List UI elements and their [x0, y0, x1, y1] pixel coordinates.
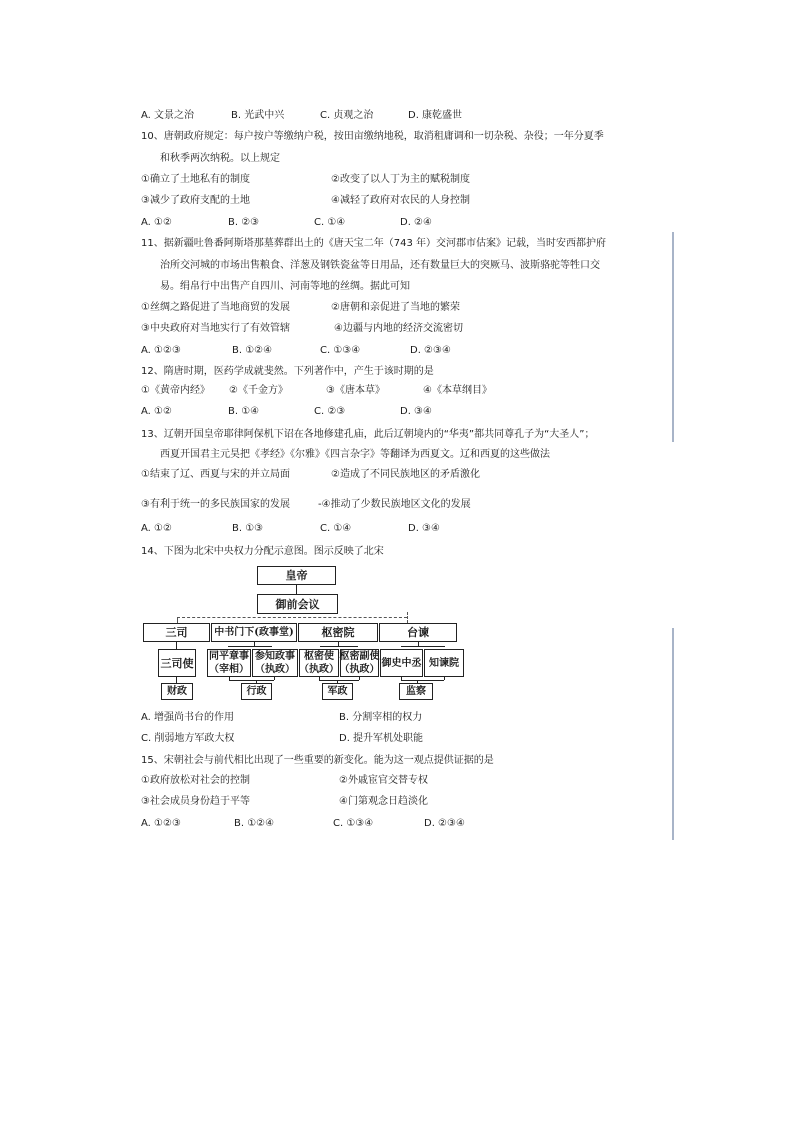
- q13-option-b[interactable]: B. ①③: [232, 523, 264, 534]
- connector-line: [228, 646, 272, 647]
- q12-item-1: ①《黄帝内经》: [141, 385, 210, 396]
- q9-option-a[interactable]: A. 文景之治: [141, 110, 195, 121]
- council-box: 御前会议: [257, 594, 338, 614]
- connector-line: [401, 677, 402, 680]
- branch-box-taijian: 台谏: [379, 623, 457, 642]
- q11-stem-cont-1: 治所交河城的市场出售粮食、洋葱及钢铁瓷盆等日用品，还有数量巨大的突厥马、波斯骆驼等牲口交: [160, 260, 600, 271]
- q11-item-2: ②唐朝和亲促进了当地的繁荣: [331, 302, 460, 313]
- q10-stem: 10、唐朝政府规定：每户按户等缴纳户税，按田亩缴纳地税，取消租庸调和一切杂税、杂役；一年分夏季: [141, 131, 604, 142]
- q14-option-a[interactable]: A. 增强尚书台的作用: [141, 712, 235, 723]
- q12-option-c[interactable]: C. ②③: [314, 406, 346, 417]
- q12-option-a[interactable]: A. ①②: [141, 406, 172, 417]
- q11-option-a[interactable]: A. ①②③: [141, 345, 181, 356]
- q13-option-a[interactable]: A. ①②: [141, 523, 172, 534]
- connector-line: [320, 646, 358, 647]
- q15-option-a[interactable]: A. ①②③: [141, 818, 181, 829]
- official-box-shumifushi: 枢密副使 （执政）: [339, 651, 380, 675]
- q13-stem: 13、辽朝开国皇帝耶律阿保机下诏在各地修建孔庙，此后辽朝境内的“华夷”都共同尊孔子为“大圣人”；: [141, 429, 595, 440]
- q12-stem: 12、隋唐时期，医药学成就斐然。下列著作中，产生于该时期的是: [141, 366, 434, 377]
- connector-line: [176, 642, 177, 649]
- q9-option-b[interactable]: B. 光武中兴: [231, 110, 285, 121]
- q10-option-c[interactable]: C. ①④: [314, 217, 346, 228]
- q11-option-d[interactable]: D. ②③④: [410, 345, 451, 356]
- q15-option-c[interactable]: C. ①③④: [333, 818, 374, 829]
- q14-option-b[interactable]: B. 分割宰相的权力: [339, 712, 423, 723]
- q11-stem-cont-2: 易。绢帛行中出售产自四川、河南等地的丝绸。据此可知: [160, 281, 410, 292]
- q11-item-3: ③中央政府对当地实行了有效管辖: [141, 323, 290, 334]
- q10-item-2: ②改变了以人丁为主的赋税制度: [331, 174, 470, 185]
- power-box-supervision: 监察: [399, 683, 433, 700]
- connector-line: [338, 642, 339, 646]
- connector-line: [444, 677, 445, 680]
- q10-item-4: ④减轻了政府对农民的人身控制: [331, 195, 470, 206]
- official-box-shumishi: 枢密使 （执政）: [299, 651, 339, 675]
- q11-stem: 11、据新疆吐鲁番阿斯塔那墓葬群出土的《唐天宝二年（743 年）交河郡市估案》记载，当时安西都护府: [141, 238, 606, 249]
- connector-line: [229, 680, 274, 681]
- power-box-administration: 行政: [241, 683, 272, 700]
- q10-option-b[interactable]: B. ②③: [228, 217, 260, 228]
- branch-box-shumiyuan: 枢密院: [298, 623, 378, 642]
- official-box-zaixiang: 同平章事 （宰相）: [209, 651, 249, 675]
- q11-option-b[interactable]: B. ①②④: [232, 345, 273, 356]
- q15-item-2: ②外戚宦官交替专权: [339, 775, 428, 786]
- connector-line: [296, 585, 297, 594]
- q12-option-d[interactable]: D. ③④: [400, 406, 432, 417]
- q10-option-d[interactable]: D. ②④: [400, 217, 432, 228]
- branch-box-zhongshu: 中书门下(政事堂): [211, 623, 297, 642]
- q13-option-c[interactable]: C. ①④: [320, 523, 352, 534]
- q14-stem: 14、下图为北宋中央权力分配示意图。图示反映了北宋: [141, 546, 384, 557]
- q12-item-4: ④《本草纲目》: [423, 385, 492, 396]
- emperor-box: 皇帝: [257, 566, 336, 585]
- q10-item-3: ③减少了政府支配的土地: [141, 195, 250, 206]
- official-box-yushizhongcheng: 御史中丞: [380, 649, 423, 677]
- q10-stem-cont: 和秋季两次纳税。以上规定: [160, 153, 280, 164]
- branch-box-sansi: 三司: [143, 623, 210, 642]
- q12-item-2: ②《千金方》: [229, 385, 288, 396]
- q9-option-d[interactable]: D. 康乾盛世: [408, 110, 463, 121]
- q15-stem: 15、宋朝社会与前代相比出现了一些重要的新变化。能为这一观点提供证据的是: [141, 755, 494, 766]
- q15-option-b[interactable]: B. ①②④: [234, 818, 275, 829]
- power-box-military: 军政: [322, 683, 353, 700]
- q14-option-c[interactable]: C. 削弱地方军政大权: [141, 733, 235, 744]
- q9-option-c[interactable]: C. 贞观之治: [320, 110, 374, 121]
- q15-item-3: ③社会成员身份趋于平等: [141, 796, 250, 807]
- connector-line: [319, 677, 320, 680]
- q12-item-3: ③《唐本草》: [326, 385, 385, 396]
- official-box-zhijianyuan: 知谏院: [424, 649, 464, 677]
- scan-edge-line: [672, 232, 674, 442]
- official-box-sansishi: 三司使: [158, 649, 196, 677]
- q15-item-1: ①政府放松对社会的控制: [141, 775, 250, 786]
- q11-item-4: ④边疆与内地的经济交流密切: [334, 323, 463, 334]
- dashed-connector: [407, 612, 408, 623]
- q15-option-d[interactable]: D. ②③④: [424, 818, 465, 829]
- connector-line: [319, 680, 359, 681]
- q10-option-a[interactable]: A. ①②: [141, 217, 172, 228]
- connector-line: [359, 677, 360, 680]
- dashed-connector: [177, 617, 407, 618]
- q15-item-4: ④门第观念日趋淡化: [339, 796, 428, 807]
- q13-item-3: ③有利于统一的多民族国家的发展: [141, 499, 290, 510]
- q12-option-b[interactable]: B. ①④: [228, 406, 260, 417]
- q13-item-4: -④推动了少数民族地区文化的发展: [318, 499, 471, 510]
- q13-item-1: ①结束了辽、西夏与宋的并立局面: [141, 469, 290, 480]
- connector-line: [401, 680, 444, 681]
- q14-option-d[interactable]: D. 提升军机处职能: [339, 733, 424, 744]
- q11-item-1: ①丝绸之路促进了当地商贸的发展: [141, 302, 290, 313]
- q10-item-1: ①确立了土地私有的制度: [141, 174, 250, 185]
- power-box-finance: 财政: [161, 683, 193, 700]
- connector-line: [229, 677, 230, 680]
- connector-line: [274, 677, 275, 680]
- scan-edge-line: [672, 628, 674, 840]
- q11-option-c[interactable]: C. ①③④: [320, 345, 361, 356]
- official-box-canzhi: 参知政事 （执政）: [252, 649, 298, 677]
- q13-stem-cont: 西夏开国君主元昊把《孝经》《尔雅》《四言杂字》等翻译为西夏文。辽和西夏的这些做法: [160, 449, 550, 460]
- connector-line: [418, 642, 419, 646]
- q13-item-2: ②造成了不同民族地区的矛盾激化: [331, 469, 480, 480]
- connector-line: [254, 642, 255, 646]
- connector-line: [401, 646, 445, 647]
- q13-option-d[interactable]: D. ③④: [408, 523, 440, 534]
